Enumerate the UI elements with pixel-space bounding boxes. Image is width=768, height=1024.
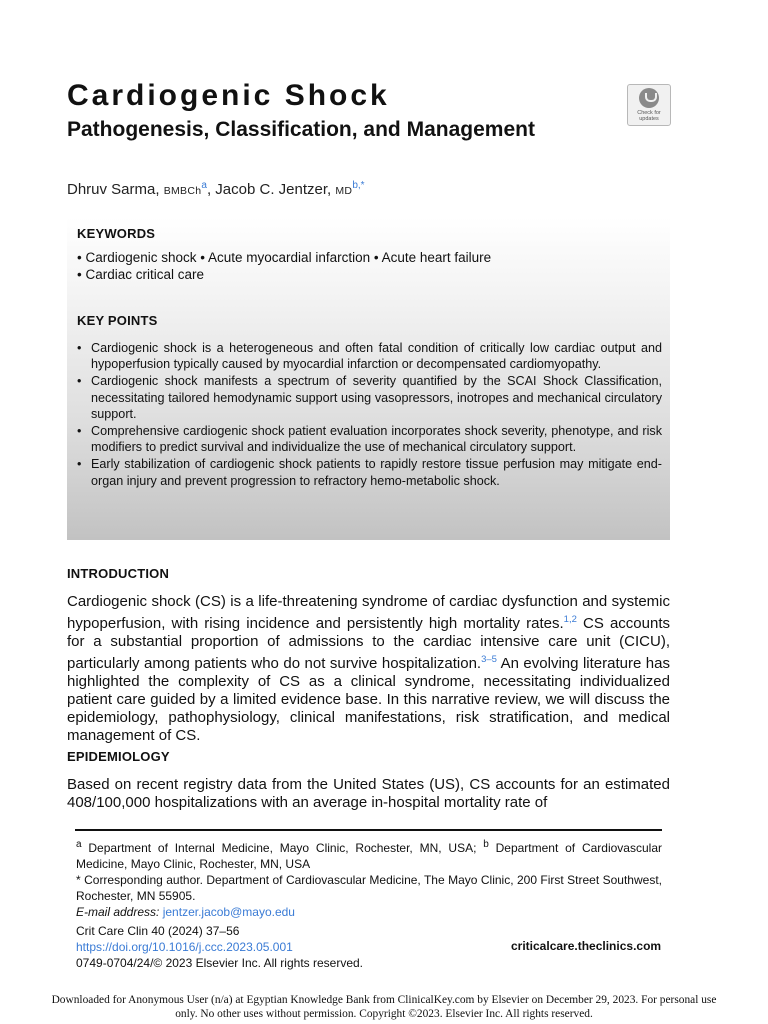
download-notice: Downloaded for Anonymous User (n/a) at Egyptian Knowledge Bank from ClinicalKey.com by Elsevier on December 29, 2023. For personal use only. No other uses without permission. Copyright ©2023. Elsevier Inc. All rights reserved. [51, 994, 717, 1020]
update-check-icon [639, 88, 659, 108]
corresponding-author-footnote: * Corresponding author. Department of Cardiovascular Medicine, The Mayo Clinic, 200 First Street Southwest, Rochester, MN 55905. [76, 873, 662, 903]
author-name: Dhruv Sarma, [67, 181, 160, 198]
introduction-paragraph: Cardiogenic shock (CS) is a life-threatening syndrome of cardiac dysfunction and systemic hypoperfusion, with rising incidence and persistently high mortality rates.$^{1,2}$ CS accounts for a substantial proportion of admissions to the cardiac intensive care unit (CICU), particularly among patients who do not survive hospitalization.$^{3-5}$ An evolving literature has highlighted the complexity of CS as a clinical syndrome, necessitating individualized patient care guided by a limited evidence base. In this narrative review, we will discuss the epidemiology, pathophysiology, clinical manifestations, risk stratification, and medical management of CS. [67, 593, 670, 744]
doi-link[interactable]: https://doi.org/10.1016/j.ccc.2023.05.001 [76, 940, 293, 954]
key-point-item: • Cardiogenic shock manifests a spectrum of severity quantified by the SCAI Shock Classification, necessitating tailored hemodynamic support using vasopressors, inotropes and mechanical circulatory support. [77, 373, 662, 422]
author-line: Dhruv Sarma, BMBCh$^a$, Jacob C. Jentzer, $MD^{b,*}$ [67, 180, 365, 198]
email-footnote: E-mail address: jentzer.jacob@mayo.edu [76, 905, 295, 919]
author-name: Jacob C. Jentzer, [215, 181, 332, 198]
affiliations-footnote: $^a$ Department of Internal Medicine, Mayo Clinic, Rochester, MN, USA; $^b$ Department of Cardiovascular Medicine, Mayo Clinic, Rochester, MN, USA [76, 839, 662, 871]
introduction-heading: INTRODUCTION [67, 566, 170, 581]
key-points-heading: KEY POINTS [77, 313, 158, 328]
keywords-list [77, 249, 491, 283]
reference-link[interactable]: 3–5 [481, 654, 497, 665]
keywords-heading: KEYWORDS [77, 226, 156, 241]
affiliation-ref[interactable]: b,* [352, 180, 365, 191]
copyright-line: 0749-0704/24/© 2023 Elsevier Inc. All rights reserved. [76, 956, 364, 970]
key-point-item: • Cardiogenic shock is a heterogeneous and often fatal condition of critically low cardiac output and hypoperfusion typically caused by myocardial infarction or decompensated cardiomyopathy. [77, 340, 662, 372]
keywords-line: • Cardiac critical care [77, 267, 205, 282]
epidemiology-heading: EPIDEMIOLOGY [67, 749, 170, 764]
key-points-list [77, 340, 662, 490]
key-point-item: • Early stabilization of cardiogenic shock patients to rapidly restore tissue perfusion may mitigate end-organ injury and prevent progression to refractory hemo-metabolic shock. [77, 456, 662, 488]
keywords-keypoints-box [67, 217, 670, 540]
journal-citation: Crit Care Clin 40 (2024) 37–56 [76, 924, 240, 938]
footnotes [76, 837, 662, 920]
badge-label: Check for updates [637, 110, 661, 122]
author-credential: BMBCh [163, 185, 202, 197]
keywords-line: • Cardiogenic shock • Acute myocardial infarction • Acute heart failure [77, 250, 492, 265]
epidemiology-paragraph: Based on recent registry data from the United States (US), CS accounts for an estimated 408/100,000 hospitalizations with an average in-hospital mortality rate of [67, 776, 670, 811]
affiliation-ref[interactable]: a [201, 180, 207, 191]
reference-link[interactable]: 1,2 [563, 614, 577, 625]
key-point-item: • Comprehensive cardiogenic shock patient evaluation incorporates shock severity, phenotype, and risk modifiers to predict survival and individualize the use of mechanical circulatory support. [77, 423, 662, 455]
journal-website[interactable]: criticalcare.theclinics.com [511, 939, 662, 953]
check-for-updates-badge[interactable] [627, 84, 671, 126]
article-title: Cardiogenic Shock [67, 79, 390, 112]
author-credential: MD [335, 185, 353, 197]
footnote-divider [75, 829, 662, 831]
email-link[interactable]: jentzer.jacob@mayo.edu [162, 905, 295, 919]
article-subtitle: Pathogenesis, Classification, and Management [67, 118, 535, 141]
citation-block [76, 923, 363, 971]
